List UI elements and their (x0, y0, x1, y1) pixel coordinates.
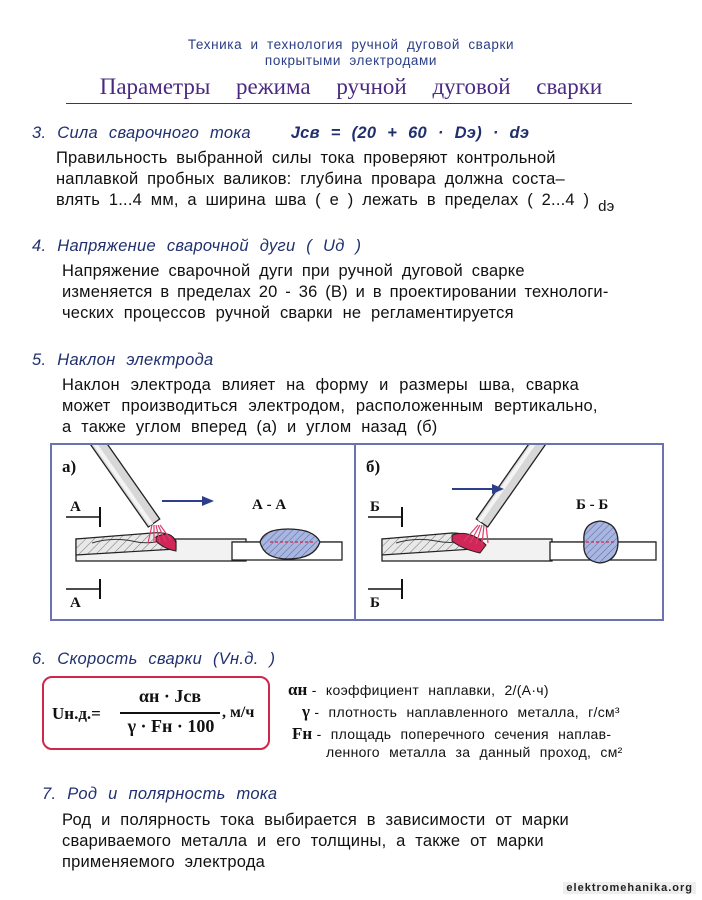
section-7-line-3: применяемого электрода (62, 853, 266, 871)
figure-b-mark-bottom: Б (370, 595, 380, 611)
section-3-label: 3. Сила сварочного тока (32, 124, 251, 142)
legend-row-1 (288, 680, 688, 702)
header-line-1: Техника и технология ручной дуговой сварки (187, 37, 515, 52)
legend-symbol-alpha: αн (288, 680, 308, 699)
section-7-text (62, 810, 569, 873)
section-7-title: 7. Род и полярность тока (42, 785, 278, 803)
legend-symbol-gamma: γ (302, 702, 310, 721)
section-3-line-2: наплавкой пробных валиков: глубина провара должна соста– (56, 170, 565, 188)
legend-text-2: - плотность наплавленного металла, г/см³ (314, 704, 620, 720)
figure-a-section-label: А - А (252, 497, 287, 513)
formula-unit: , м/ч (222, 704, 255, 721)
page-title: Параметры режима ручной дуговой сварки (99, 74, 603, 99)
section-6-title: 6. Скорость сварки (Vн.д. ) (32, 650, 276, 668)
section-3-formula: Jсв = (20 + 60 · Dэ) · dэ (290, 124, 530, 142)
section-7-line-2: свариваемого металла и его толщины, а также от марки (62, 832, 544, 850)
section-5-line-3: а также углом вперед (а) и углом назад (б) (62, 418, 438, 436)
figure-b-section-label: Б - Б (576, 497, 609, 513)
legend-text-1: - коэффициент наплавки, 2/(А·ч) (311, 682, 549, 698)
figure-b-drawing (356, 445, 662, 619)
legend-row-3 (288, 724, 688, 744)
section-5-line-1: Наклон электрода влияет на форму и размеры шва, сварка (62, 376, 580, 394)
title-underline (66, 103, 632, 104)
section-3-tail: dэ (598, 198, 615, 215)
formula-lhs: Uн.д.= (52, 704, 101, 723)
figure-b-mark-top: Б (370, 499, 380, 515)
header-line-2: покрытыми электродами (264, 53, 438, 68)
speed-formula-box (42, 676, 270, 750)
figure-a-mark-top: А (70, 499, 81, 515)
section-3-title (32, 124, 529, 143)
legend-text-4: ленного металла за данный проход, см² (326, 744, 623, 760)
figure-a-label: а) (62, 457, 77, 476)
speed-legend (288, 680, 688, 764)
legend-row-4 (288, 744, 688, 764)
legend-symbol-f: Fн (292, 724, 313, 743)
electrode-angle-figure (50, 443, 664, 621)
legend-text-3: - площадь поперечного сечения наплав- (316, 726, 612, 742)
footer-watermark: elektromehanika.org (563, 882, 696, 894)
section-3-text (56, 148, 615, 215)
formula-denominator: γ · Fн · 100 (127, 716, 215, 736)
section-5-title: 5. Наклон электрода (32, 351, 214, 369)
figure-a-mark-bottom: А (70, 595, 81, 611)
figure-b-label: б) (366, 457, 381, 476)
section-5-line-2: может производиться электродом, расположенным вертикально, (62, 397, 598, 415)
section-3-line-3: влять 1...4 мм, а ширина шва ( е ) лежать в пределах ( 2...4 ) (56, 191, 590, 209)
section-4-line-3: ческих процессов ручной сварки не регламентируется (62, 304, 514, 322)
legend-row-2 (288, 702, 688, 724)
figure-a-drawing (52, 445, 352, 619)
formula-fraction-line (120, 712, 220, 714)
section-3-line-3-wrap (56, 190, 615, 215)
section-5-text (62, 375, 598, 438)
section-3-line-1: Правильность выбранной силы тока проверяют контрольной (56, 149, 556, 167)
section-4-text (62, 261, 609, 324)
section-4-line-1: Напряжение сварочной дуги при ручной дуговой сварке (62, 262, 525, 280)
section-7-line-1: Род и полярность тока выбирается в зависимости от марки (62, 811, 569, 829)
formula-numerator: αн · Jсв (138, 686, 202, 706)
section-4-title: 4. Напряжение сварочной дуги ( Uд ) (32, 237, 362, 255)
section-4-line-2: изменяется в пределах 20 - 36 (В) и в проектировании технологи- (62, 283, 609, 301)
